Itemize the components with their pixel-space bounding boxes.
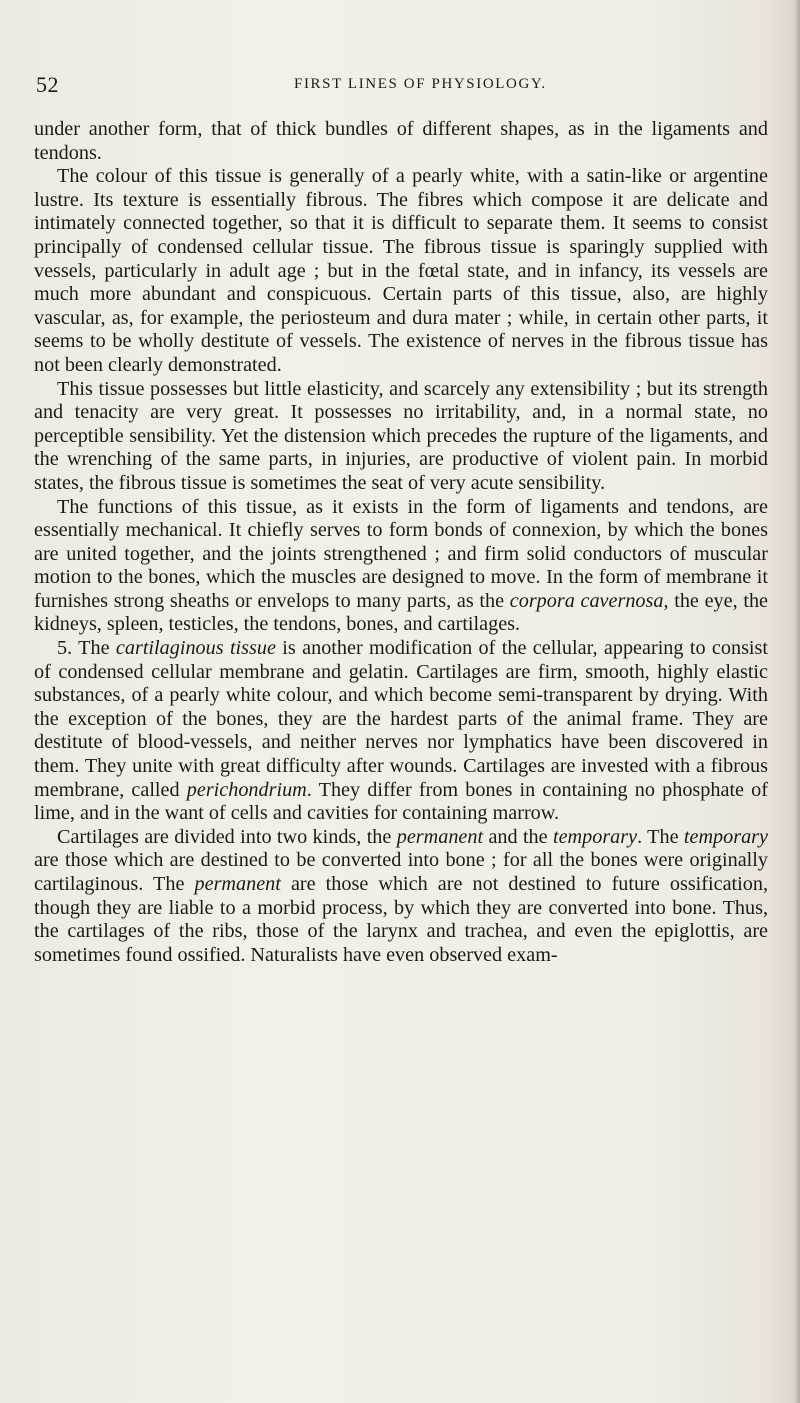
italic-term: permanent (194, 873, 281, 895)
body-text (34, 118, 768, 967)
page-number: 52 (36, 72, 59, 97)
text-run: and the (483, 825, 553, 848)
italic-term: temporary (552, 825, 638, 848)
text-run: . They differ from bones in containing no phosphate of lime, and in the want of cells and cavities for containing marrow. (34, 778, 768, 825)
paragraph-cartilaginous-tissue (34, 637, 768, 826)
paragraph-colour-texture (34, 165, 768, 377)
text-run: under another form, that of thick bundles of different shapes, as in the ligaments and tendons. (34, 118, 768, 164)
page-edge-shadow (794, 0, 800, 1403)
running-title: FIRST LINES OF PHYSIOLOGY. (294, 76, 547, 92)
text-run: Cartilages are divided into two kinds, the (57, 825, 397, 848)
paragraph-functions (34, 496, 768, 638)
paragraph-ligaments-tendons (34, 118, 768, 165)
text-run: This tissue possesses but little elasticity, and scarcely any extensibility ; but its strength and tenacity are very great. It possesses no irritability, and, in a normal state, no perceptible sensibility. Yet the distension which precedes the rupture of the ligaments, and the wrenching of the same parts, in injuries, are productive of violent pain. In morbid states, the fibrous tissue is sometimes the seat of very acute sensibility. (34, 377, 768, 494)
italic-term: permanent (396, 825, 484, 848)
paragraph-cartilage-kinds (34, 826, 768, 968)
text-run: 5. The (57, 637, 116, 660)
text-run: is another modification of the cellular, appearing to consist of condensed cellular membrane and gelatin. Cartilages are firm, smooth, highly elastic substances, of a pearly white colour, and which become semi-transparent by drying. With the exception of the bones, they are the hardest parts of the animal frame. They are destitute of blood-vessels, and neither nerves nor lymphatics have been discovered in them. They unite with great difficulty after wounds. Cartilages are invested with a fibrous membrane, called (34, 637, 769, 801)
text-run: The functions of this tissue, as it exists in the form of ligaments and tendons, are essentially mechanical. It chiefly serves to form bonds of connexion, by which the bones are united together, and the joints strengthened ; and firm solid conductors of muscular motion to the bones, which the muscles are designed to move. In the form of membrane it furnishes strong sheaths or envelops to many parts, as the (34, 495, 768, 612)
running-head (36, 72, 764, 96)
italic-term: perichondrium (186, 778, 307, 801)
italic-term: corpora cavernosa (509, 589, 664, 612)
paragraph-elasticity (34, 378, 768, 496)
text-run: are those which are destined to be converted into bone ; for all the bones were originally cartilaginous. The (34, 849, 768, 895)
text-run: . The (637, 825, 684, 848)
text-run: are those which are not destined to future ossification, though they are liable to a morbid process, by which they are converted into bone. Thus, the cartilages of the ribs, those of the larynx and trachea, and even the epiglottis, are sometimes found ossified. Naturalists have even observed exam- (34, 873, 768, 966)
text-run: The colour of this tissue is generally of a pearly white, with a satin-like or argentine lustre. Its texture is essentially fibrous. The fibres which compose it are delicate and intimately connected together, so that it is difficult to separate them. It seems to consist principally of condensed cellular tissue. The fibrous tissue is sparingly supplied with vessels, particularly in adult age ; but in the fœtal state, and in infancy, its vessels are much more abundant and conspicuous. Certain parts of this tissue, also, are highly vascular, as, for example, the periosteum and dura mater ; while, in certain other parts, it seems to be wholly destitute of vessels. The existence of nerves in the fibrous tissue has not been clearly demonstrated. (34, 165, 768, 376)
italic-term: temporary (683, 825, 768, 848)
italic-term: cartilaginous tissue (115, 637, 276, 660)
text-run: , the eye, the kidneys, spleen, testicles, the tendons, bones, and cartilages. (34, 589, 769, 636)
